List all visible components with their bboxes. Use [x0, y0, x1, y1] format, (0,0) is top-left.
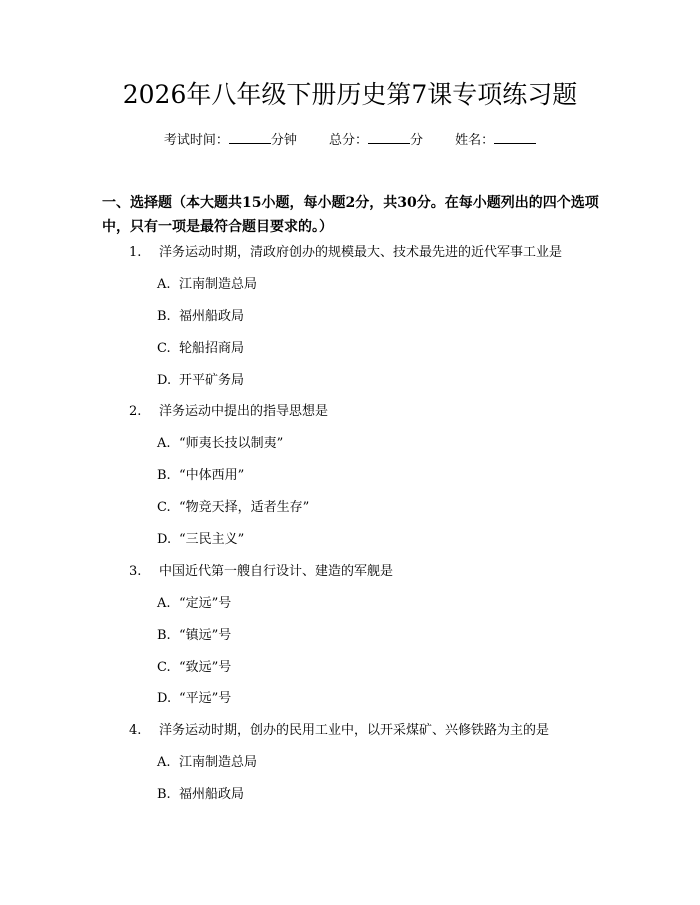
option-letter: C.: [157, 341, 171, 356]
option-item: [157, 689, 231, 709]
option-text: 轮船招商局: [179, 341, 245, 356]
page-title: 2026年八年级下册历史第7课专项练习题: [122, 80, 578, 109]
option-letter: D.: [157, 373, 172, 388]
option-item: [157, 307, 244, 327]
time-blank: [229, 131, 271, 144]
option-text: “三民主义”: [179, 532, 245, 547]
option-letter: D.: [157, 691, 172, 706]
score-label: 总分：: [328, 133, 368, 148]
option-letter: C.: [157, 500, 171, 515]
option-item: [157, 530, 244, 550]
question-number: 1.: [129, 245, 142, 260]
option-item: [157, 466, 244, 486]
option-item: [157, 339, 244, 359]
option-text: “平远”号: [179, 691, 232, 706]
name-label: 姓名：: [455, 133, 495, 148]
score-field: [329, 131, 423, 151]
question-item: [129, 243, 562, 263]
option-text: 江南制造总局: [179, 277, 258, 292]
time-field: [164, 131, 297, 151]
option-text: “致远”号: [179, 660, 232, 675]
question-text: 洋务运动中提出的指导思想是: [159, 404, 329, 419]
option-letter: B.: [157, 628, 171, 643]
option-text: “镇远”号: [179, 628, 232, 643]
option-letter: B.: [157, 309, 171, 324]
question-item: [129, 562, 393, 582]
option-item: [157, 434, 283, 454]
option-text: “定远”号: [179, 596, 232, 611]
name-field: [455, 131, 536, 151]
question-number: 3.: [129, 564, 142, 579]
option-letter: B.: [157, 468, 171, 483]
option-letter: B.: [157, 787, 171, 802]
option-letter: A.: [157, 755, 171, 770]
question-item: [129, 721, 549, 741]
option-item: [157, 753, 257, 773]
exam-meta: [0, 131, 700, 151]
option-text: 开平矿务局: [179, 373, 245, 388]
question-number: 2.: [129, 404, 142, 419]
section-heading: 一、选择题（本大题共15小题，每小题2分，共30分。在每小题列出的四个选项中，只有一项是最符合题目要求的。）: [102, 195, 599, 235]
option-text: “中体西用”: [179, 468, 245, 483]
option-letter: A.: [157, 436, 171, 451]
option-item: [157, 594, 231, 614]
option-text: 福州船政局: [179, 309, 245, 324]
question-item: [129, 402, 328, 422]
score-unit: 分: [410, 133, 424, 148]
option-item: [157, 371, 244, 391]
time-label: 考试时间：: [163, 133, 229, 148]
option-letter: A.: [157, 596, 171, 611]
option-text: 江南制造总局: [179, 755, 258, 770]
option-item: [157, 275, 257, 295]
option-item: [157, 498, 309, 518]
score-blank: [368, 131, 410, 144]
option-letter: A.: [157, 277, 171, 292]
time-unit: 分钟: [270, 133, 297, 148]
option-text: “师夷长技以制夷”: [179, 436, 284, 451]
option-letter: D.: [157, 532, 172, 547]
question-text: 洋务运动时期，创办的民用工业中，以开采煤矿、兴修铁路为主的是: [159, 723, 550, 738]
option-letter: C.: [157, 660, 171, 675]
option-item: [157, 785, 244, 805]
option-item: [157, 626, 231, 646]
question-text: 洋务运动时期，清政府创办的规模最大、技术最先进的近代军事工业是: [159, 245, 563, 260]
question-text: 中国近代第一艘自行设计、建造的军舰是: [159, 564, 394, 579]
option-text: “物竞天择，适者生存”: [179, 500, 310, 515]
name-blank: [494, 131, 536, 144]
option-item: [157, 658, 231, 678]
option-text: 福州船政局: [179, 787, 245, 802]
question-number: 4.: [129, 723, 142, 738]
